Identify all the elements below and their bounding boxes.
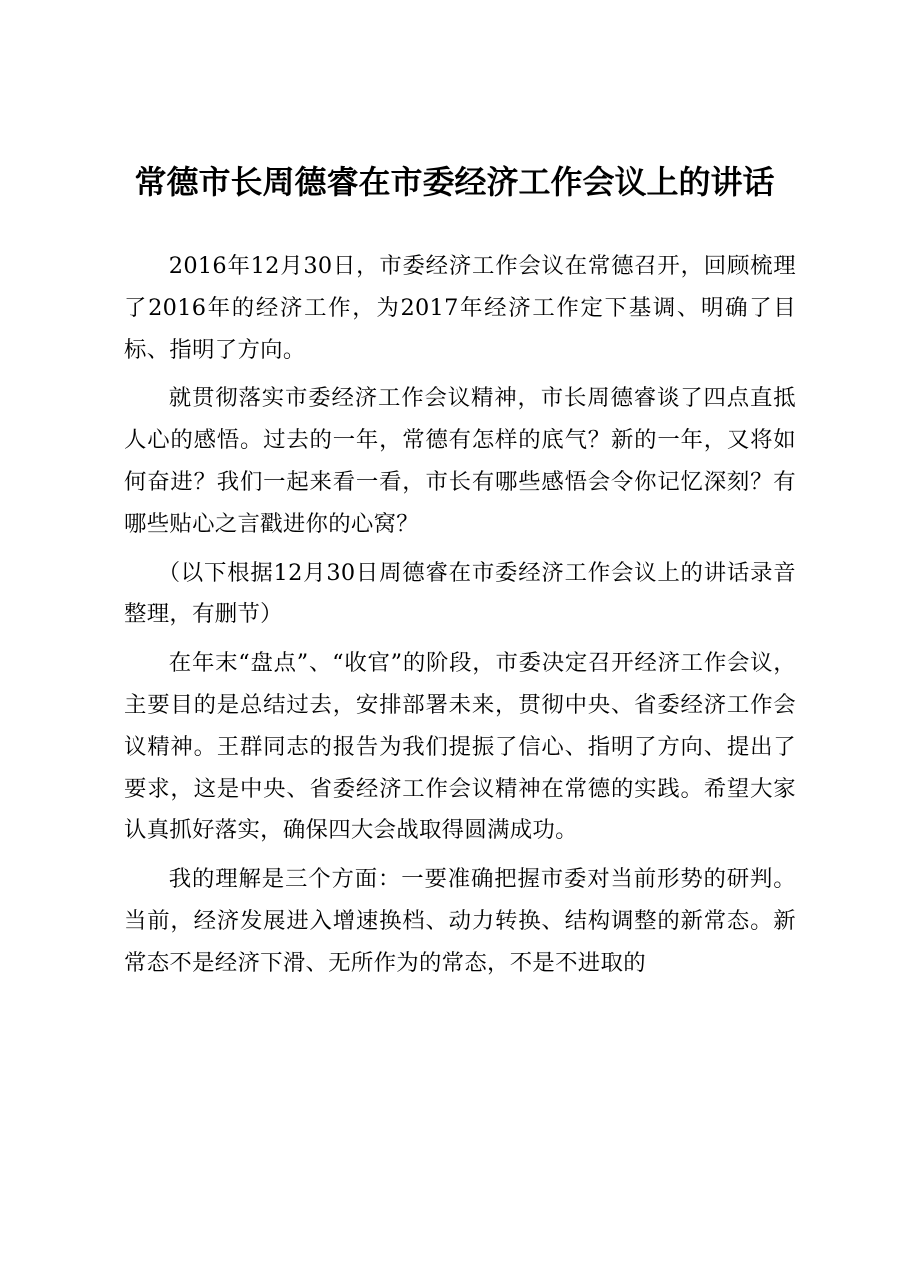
paragraph-meeting-intro: 2016年12月30日，市委经济工作会议在常德召开，回顾梳理了2016年的经济工作，为2017年经济工作定下基调、明确了目标、指明了方向。 (124, 253, 796, 363)
paragraph-year-end-meeting: 在年末“盘点”、“收官”的阶段，市委决定召开经济工作会议，主要目的是总结过去，安排部署未来，贯彻中央、省委经济工作会议精神。王群同志的报告为我们提振了信心、指明了方向、提出了要求，这是中央、省委经济工作会议精神在常德的实践。希望大家认真抓好落实，确保四大会战取得圆满成功。 (124, 650, 796, 844)
document-title: 常德市长周德睿在市委经济工作会议上的讲话 (134, 163, 775, 201)
paragraph-three-aspects: 我的理解是三个方面：一要准确把握市委对当前形势的研判。当前，经济发展进入增速换档、动力转换、结构调整的新常态。新常态不是经济下滑、无所作为的常态，不是不进取的 (124, 866, 796, 976)
document-body (124, 246, 796, 992)
paragraph-mayor-insights: 就贯彻落实市委经济工作会议精神，市长周德睿谈了四点直抵人心的感悟。过去的一年，常德有怎样的底气？新的一年，又将如何奋进？我们一起来看一看，市长有哪些感悟会令你记忆深刻？有哪些贴心之言戳进你的心窝？ (124, 385, 796, 537)
paragraph-source-note: （以下根据12月30日周德睿在市委经济工作会议上的讲话录音整理，有删节） (124, 559, 796, 628)
